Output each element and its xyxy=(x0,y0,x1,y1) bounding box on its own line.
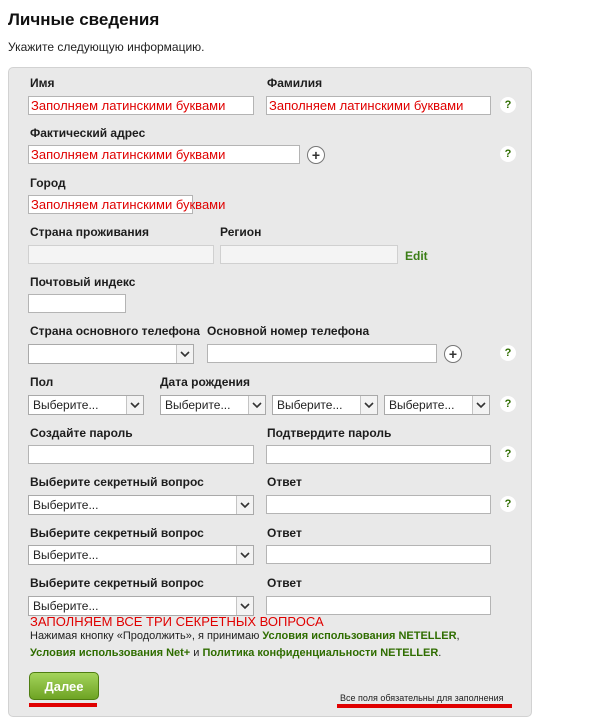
secret-question-1-value: Выберите... xyxy=(33,498,99,512)
postal-code-input[interactable] xyxy=(28,294,126,313)
address-help-icon[interactable]: ? xyxy=(500,146,516,162)
chevron-down-icon xyxy=(472,396,489,414)
birth-day-select[interactable] xyxy=(160,395,266,415)
first-name-help-icon[interactable]: ? xyxy=(500,97,516,113)
birth-year-value: Выберите... xyxy=(389,398,455,412)
secret-question-1-select[interactable] xyxy=(28,495,254,515)
secret-question-3-value: Выберите... xyxy=(33,599,99,613)
chevron-down-icon xyxy=(236,597,253,615)
answer-2-input[interactable] xyxy=(266,545,491,564)
phone-country-label: Страна основного телефона xyxy=(30,324,200,338)
birth-date-label: Дата рождения xyxy=(160,375,251,389)
answer-1-label: Ответ xyxy=(267,475,302,489)
password-confirm-input[interactable] xyxy=(266,445,491,464)
password-help-icon[interactable]: ? xyxy=(500,446,516,462)
edit-country-link[interactable]: Edit xyxy=(405,249,428,263)
birth-day-value: Выберите... xyxy=(165,398,231,412)
city-label: Город xyxy=(30,176,66,190)
country-label: Страна проживания xyxy=(30,225,149,239)
next-button[interactable]: Далее xyxy=(29,672,99,700)
secret-question-3-label: Выберите секретный вопрос xyxy=(30,576,204,590)
password-confirm-label: Подтвердите пароль xyxy=(267,426,392,440)
chevron-down-icon xyxy=(236,496,253,514)
chevron-down-icon xyxy=(236,546,253,564)
phone-country-select[interactable] xyxy=(28,344,194,364)
postal-code-label: Почтовый индекс xyxy=(30,275,136,289)
secret-question-3-select[interactable] xyxy=(28,596,254,616)
region-field xyxy=(220,245,398,264)
gender-select[interactable] xyxy=(28,395,144,415)
required-note-underline xyxy=(337,704,512,708)
page-title: Личные сведения xyxy=(8,10,160,29)
secret-question-2-label: Выберите секретный вопрос xyxy=(30,526,204,540)
chevron-down-icon xyxy=(248,396,265,414)
terms-link-netplus[interactable]: Условия использования Net+ xyxy=(30,647,191,659)
phone-number-label: Основной номер телефона xyxy=(207,324,370,338)
birth-month-select[interactable] xyxy=(272,395,378,415)
answer-2-label: Ответ xyxy=(267,526,302,540)
birth-month-value: Выберите... xyxy=(277,398,343,412)
chevron-down-icon xyxy=(126,396,143,414)
terms-link-neteller[interactable]: Условия использования NETELLER xyxy=(262,630,457,642)
secret-question-help-icon[interactable]: ? xyxy=(500,496,516,512)
phone-number-input[interactable] xyxy=(207,344,437,363)
next-button-underline xyxy=(29,703,97,707)
chevron-down-icon xyxy=(176,345,193,363)
birth-year-select[interactable] xyxy=(384,395,490,415)
password-input[interactable] xyxy=(28,445,254,464)
password-label: Создайте пароль xyxy=(30,426,133,440)
secret-question-2-select[interactable] xyxy=(28,545,254,565)
terms-suffix: . xyxy=(438,647,442,659)
city-input[interactable]: Заполняем латинскими буквами xyxy=(28,195,193,214)
secret-question-2-value: Выберите... xyxy=(33,548,99,562)
phone-help-icon[interactable]: ? xyxy=(500,345,516,361)
add-address-plus-icon[interactable]: + xyxy=(307,146,325,164)
last-name-label: Фамилия xyxy=(267,76,323,90)
terms-text xyxy=(30,628,500,662)
birth-date-help-icon[interactable]: ? xyxy=(500,396,516,412)
answer-3-label: Ответ xyxy=(267,576,302,590)
terms-separator: , xyxy=(456,630,460,642)
page-subtitle: Укажите следующую информацию. xyxy=(8,40,205,54)
secret-questions-annotation: ЗАПОЛНЯЕМ ВСЕ ТРИ СЕКРЕТНЫХ ВОПРОСА xyxy=(30,614,324,629)
region-label: Регион xyxy=(220,225,262,239)
answer-1-input[interactable] xyxy=(266,495,491,514)
address-input[interactable]: Заполняем латинскими буквами xyxy=(28,145,300,164)
secret-question-1-label: Выберите секретный вопрос xyxy=(30,475,204,489)
last-name-input[interactable]: Заполняем латинскими буквами xyxy=(266,96,491,115)
chevron-down-icon xyxy=(360,396,377,414)
gender-label: Пол xyxy=(30,375,54,389)
answer-3-input[interactable] xyxy=(266,596,491,615)
first-name-input[interactable]: Заполняем латинскими буквами xyxy=(28,96,254,115)
gender-value: Выберите... xyxy=(33,398,99,412)
terms-prefix: Нажимая кнопку «Продолжить», я принимаю xyxy=(30,630,263,642)
required-fields-note: Все поля обязательны для заполнения xyxy=(340,693,504,703)
terms-and: и xyxy=(190,647,203,659)
privacy-policy-link[interactable]: Политика конфиденциальности NETELLER xyxy=(202,647,439,659)
add-phone-plus-icon[interactable]: + xyxy=(444,345,462,363)
first-name-label: Имя xyxy=(30,76,55,90)
address-label: Фактический адрес xyxy=(30,126,146,140)
country-field xyxy=(28,245,214,264)
